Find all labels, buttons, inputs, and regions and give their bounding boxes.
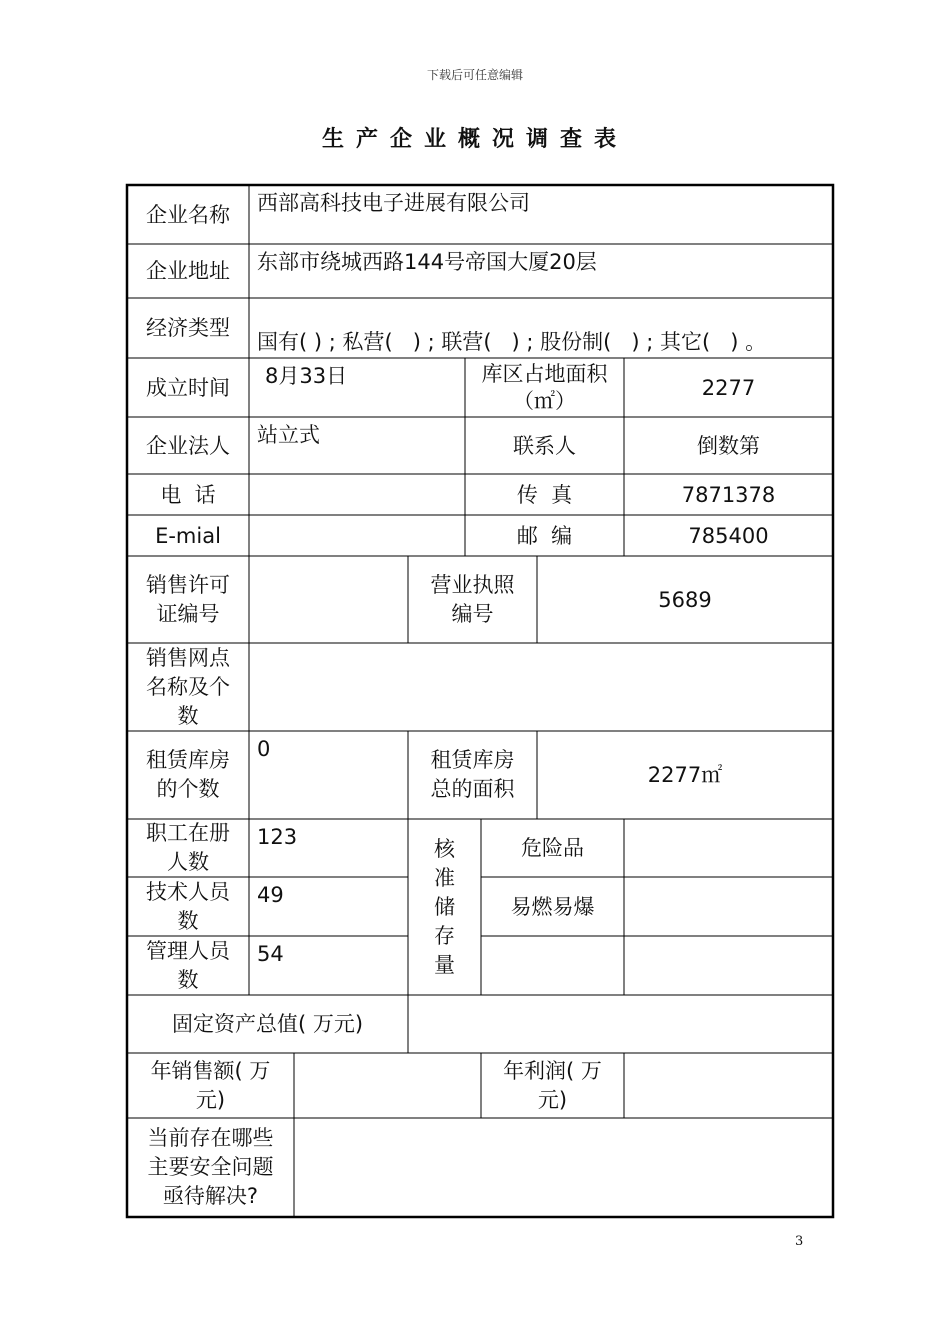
header-note: 下载后可任意编辑: [426, 68, 523, 82]
page-number: 3: [795, 1234, 804, 1249]
fax-field[interactable]: 7871378: [681, 482, 776, 507]
mgmt-staff-field[interactable]: 54: [257, 942, 284, 966]
approved-storage-label: 核准储存量: [434, 836, 455, 977]
area-label: 库区占地面积（㎡）: [481, 361, 608, 413]
outlets-field[interactable]: [249, 643, 833, 731]
other-storage-field[interactable]: [624, 936, 833, 995]
rented-area-field[interactable]: 2277㎡: [647, 763, 723, 787]
company-name-label: 企业名称: [146, 202, 230, 227]
legal-person-label: 企业法人: [146, 433, 230, 458]
area-field[interactable]: 2277: [701, 375, 756, 400]
email-label: E-mial: [155, 523, 221, 548]
mgmt-staff-label: 管理人员数: [146, 938, 230, 992]
biz-license-field[interactable]: 5689: [658, 587, 712, 612]
address-label: 企业地址: [146, 259, 230, 283]
biz-license-label: 营业执照编号: [430, 572, 515, 626]
tech-staff-field[interactable]: 49: [257, 883, 284, 907]
outlets-label: 销售网点名称及个数: [146, 645, 230, 728]
staff-label: 职工在册人数: [146, 821, 230, 874]
est-time-field[interactable]: 8月33日: [265, 364, 348, 388]
legal-person-field[interactable]: 站立式: [257, 423, 320, 447]
tech-staff-label: 技术人员数: [146, 879, 230, 933]
annual-sales-label: 年销售额( 万元): [150, 1058, 271, 1112]
econ-type-label: 经济类型: [146, 316, 230, 340]
postcode-field[interactable]: 785400: [688, 523, 769, 548]
flammable-field[interactable]: [624, 877, 833, 936]
fixed-assets-label: 固定资产总值( 万元): [171, 1012, 364, 1036]
address-field[interactable]: 东部市绕城西路144号帝国大厦20层: [257, 250, 597, 274]
sales-license-field[interactable]: [249, 556, 408, 643]
rented-area-label: 租赁库房总的面积: [430, 748, 515, 801]
contact-field[interactable]: 倒数第: [697, 433, 760, 458]
annual-profit-label: 年利润( 万元): [503, 1058, 602, 1112]
postcode-label: 邮 编: [516, 523, 573, 548]
annual-sales-field[interactable]: [294, 1053, 481, 1118]
phone-field[interactable]: [249, 474, 465, 515]
hazardous-label: 危险品: [521, 836, 584, 860]
safety-issues-field[interactable]: [294, 1118, 833, 1217]
company-name-field[interactable]: 西部高科技电子进展有限公司: [257, 191, 530, 215]
econ-type-field[interactable]: 国有( ) ; 私营( ) ; 联营( ) ; 股份制( ) ; 其它( ) 。: [257, 330, 767, 354]
staff-field[interactable]: 123: [257, 825, 298, 849]
phone-label: 电 话: [160, 482, 216, 507]
email-field[interactable]: [249, 515, 465, 556]
page-title: 生产企业概况调查表: [321, 127, 628, 152]
flammable-label: 易燃易爆: [510, 894, 595, 919]
rented-count-field[interactable]: 0: [257, 737, 271, 761]
other-storage-label: [481, 936, 624, 995]
sales-license-label: 销售许可证编号: [146, 572, 230, 626]
rented-count-label: 租赁库房的个数: [146, 748, 230, 801]
annual-profit-field[interactable]: [624, 1053, 833, 1118]
est-time-label: 成立时间: [146, 375, 230, 400]
fixed-assets-field[interactable]: [408, 995, 833, 1053]
hazardous-field[interactable]: [624, 819, 833, 877]
fax-label: 传 真: [516, 482, 573, 507]
contact-label: 联系人: [513, 433, 576, 458]
safety-issues-label: 当前存在哪些主要安全问题亟待解决?: [147, 1126, 274, 1208]
